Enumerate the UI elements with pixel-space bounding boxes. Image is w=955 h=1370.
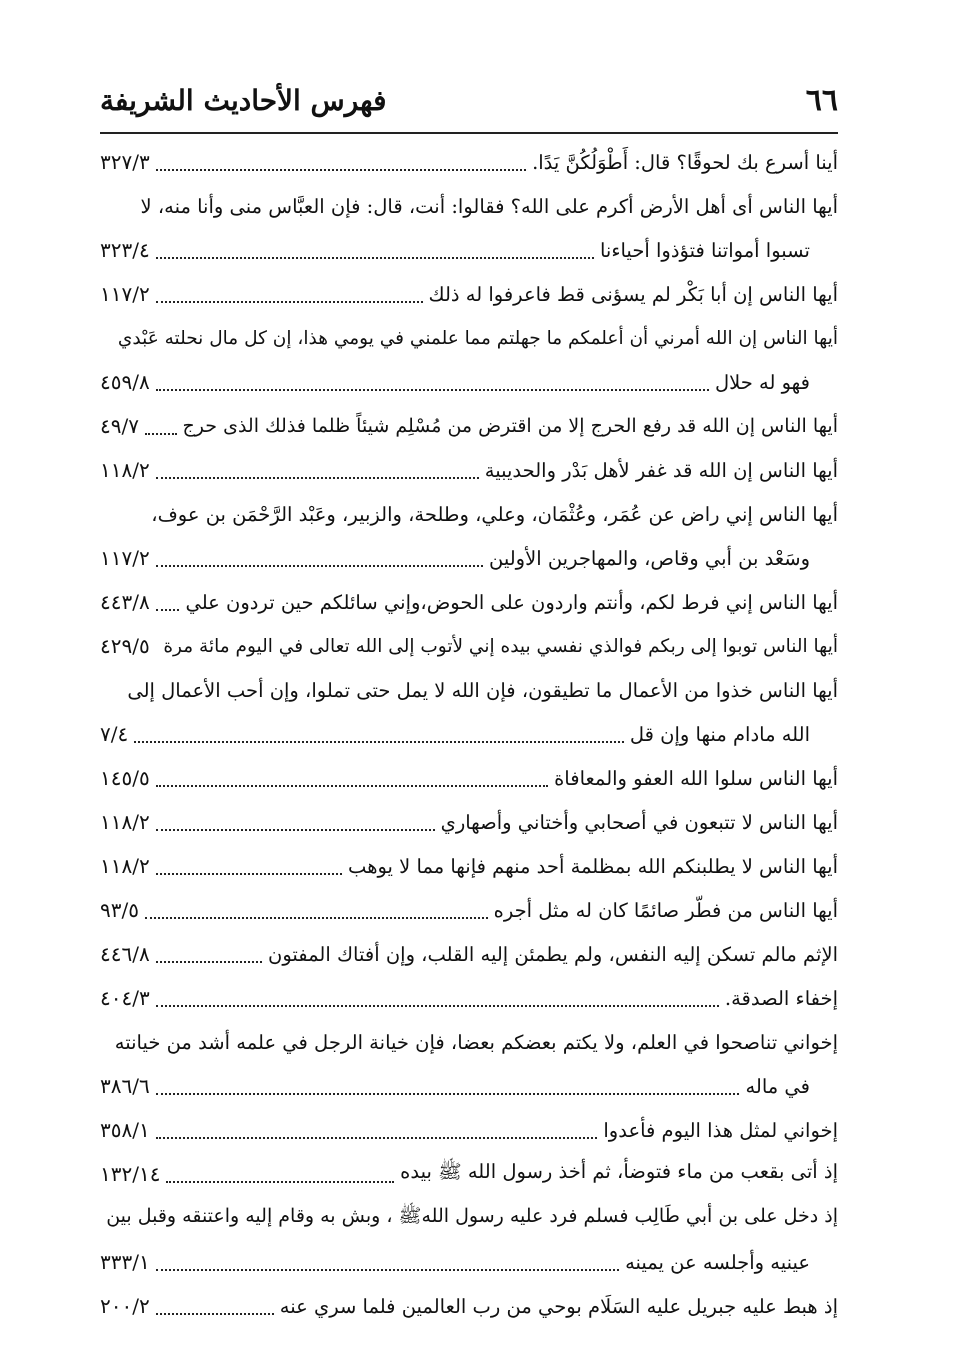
- entry-continuation: في ماله: [745, 1074, 810, 1098]
- leader-dots: [156, 1313, 274, 1315]
- index-entry: [100, 624, 838, 668]
- entry-reference: ٢٠٠/٢: [100, 1294, 150, 1318]
- hadith-index-list: [100, 140, 838, 1328]
- entry-text: إذ أتى بقعب من ماء فتوضأ، ثم أخذ رسول الله ﷺ بيده: [400, 1160, 838, 1183]
- page-number: ٦٦: [805, 82, 838, 118]
- entry-reference: ٤٤٣/٨: [100, 590, 150, 614]
- entry-continuation: الله مادام منها وإن قل: [629, 722, 810, 746]
- entry-reference: ١١٧/٢: [100, 546, 150, 570]
- leader-dots: [166, 1181, 394, 1183]
- index-entry: [100, 976, 838, 1020]
- leader-dots: [156, 829, 435, 831]
- entry-text: إذ دخل على بن أبي طَالِب فسلم فرد عليه رسول اللهﷺ ، وبش به وقام إليه واعتنقه وقبل بين: [106, 1205, 838, 1227]
- leader-dots: [134, 741, 624, 743]
- leader-dots: [156, 1137, 598, 1139]
- index-entry: [100, 844, 838, 888]
- entry-continuation: فهو له حلال: [714, 370, 810, 394]
- index-entry: [100, 1020, 838, 1108]
- entry-text: أيها الناس لا يطلبنكم الله بمظلمة أحد منهم فإنها مما لا يوهب: [348, 854, 838, 878]
- entry-reference: ٣٨٦/٦: [100, 1074, 150, 1098]
- index-entry: [100, 1196, 838, 1284]
- entry-reference: ١١٨/٢: [100, 810, 150, 834]
- entry-reference: ٩٣/٥: [100, 898, 139, 922]
- entry-reference: ٤٠٤/٣: [100, 986, 150, 1010]
- index-entry: [100, 668, 838, 756]
- entry-text: الإثم مالم تسكن إليه النفس، ولم يطمئن إليه القلب، وإن أفتاك المفتون: [268, 942, 838, 966]
- leader-dots: [156, 873, 342, 875]
- entry-reference: ٣٣٣/١: [100, 1250, 150, 1274]
- leader-dots: [156, 169, 526, 171]
- index-entry: [100, 448, 838, 492]
- entry-reference: ٧/٤: [100, 722, 129, 746]
- entry-text: أيها الناس إن الله أمرني أن أعلمكم ما جهلتم مما علمني في يومي هذا، إن كل مال نحلته عَبْدي: [117, 327, 838, 349]
- index-entry: [100, 492, 838, 580]
- entry-text: أينا أسرع بك لحوقًا؟ قال: أَطْوَلُكُنَّ يَدًا.: [532, 150, 838, 174]
- entry-reference: ١١٨/٢: [100, 458, 150, 482]
- entry-reference: ٤٢٩/٥: [100, 634, 150, 658]
- entry-continuation: عينيه وأجلسه عن يمينه: [625, 1250, 810, 1274]
- entry-text: أيها الناس إن أبا بَكْر لم يسؤنى قط فاعرفوا له ذلك: [428, 282, 838, 306]
- page-title: فهرس الأحاديث الشريفة: [100, 83, 387, 117]
- entry-text: إخفاء الصدقة.: [724, 986, 838, 1010]
- entry-reference: ٣٢٣/٤: [100, 238, 150, 262]
- entry-reference: ٤٤٦/٨: [100, 942, 150, 966]
- leader-dots: [156, 301, 423, 303]
- index-entry: [100, 1152, 838, 1196]
- index-entry: [100, 272, 838, 316]
- leader-dots: [156, 1269, 619, 1271]
- entry-text: أيها الناس أى أهل الأرض أكرم على الله؟ فقالوا: أنت، قال: فإن العبَّاس منى وأنا منه، لا: [140, 194, 838, 218]
- entry-reference: ١٤٥/٥: [100, 766, 150, 790]
- leader-dots: [156, 961, 262, 963]
- leader-dots: [156, 257, 594, 259]
- entry-reference: ١٣٢/١٤: [100, 1162, 161, 1186]
- leader-dots: [156, 609, 180, 611]
- entry-continuation: وسَعْد بن أبي وقاص، والمهاجرين الأولين: [489, 546, 810, 570]
- entry-text: أيها الناس إن الله قد رفع الحرج إلا من اقترض من مُسْلِم شيئاً ظلما فذلك الذى حرج: [182, 415, 838, 437]
- entry-text: إذ هبط عليه جبريل عليه السَلَام بوحي من رب العالمين فلما سري عنه: [279, 1294, 838, 1318]
- leader-dots: [145, 433, 177, 435]
- index-entry: [100, 756, 838, 800]
- entry-text: أيها الناس سلوا الله العفو والمعافاة: [554, 766, 838, 790]
- entry-reference: ٤٥٩/٨: [100, 370, 150, 394]
- index-entry: [100, 800, 838, 844]
- leader-dots: [156, 1005, 719, 1007]
- index-entry: [100, 184, 838, 272]
- index-entry: [100, 404, 838, 448]
- entry-text: أيها الناس من فطّر صائمًا كان له مثل أجره: [493, 898, 838, 922]
- header-divider: [100, 132, 838, 134]
- entry-reference: ١١٧/٢: [100, 282, 150, 306]
- leader-dots: [145, 917, 488, 919]
- leader-dots: [156, 785, 548, 787]
- index-entry: [100, 1108, 838, 1152]
- leader-dots: [156, 389, 709, 391]
- entry-text: أيها الناس إني فرط لكم، وأنتم واردون على الحوض،وإني سائلكم حين تردون علي: [185, 590, 838, 614]
- entry-text: أيها الناس إن الله قد غفر لأهل بَدْر والحديبية: [484, 458, 838, 482]
- entry-reference: ٤٩/٧: [100, 414, 139, 438]
- page-header: [100, 70, 838, 130]
- entry-reference: ١١٨/٢: [100, 854, 150, 878]
- leader-dots: [156, 565, 483, 567]
- entry-text: أيها الناس خذوا من الأعمال ما تطيقون، فإن الله لا يمل حتى تملوا، وإن أحب الأعمال إلى: [127, 678, 838, 702]
- index-entry: [100, 316, 838, 404]
- entry-reference: ٣٢٧/٣: [100, 150, 150, 174]
- entry-text: أيها الناس لا تتبعون في أصحابي وأختاني وأصهاري: [440, 810, 838, 834]
- entry-text: أيها الناس توبوا إلى ربكم فوالذي نفسي بيده إني لأتوب إلى الله تعالى في اليوم مائة مرة: [163, 635, 838, 657]
- index-entry: [100, 580, 838, 624]
- leader-dots: [156, 477, 479, 479]
- index-entry: [100, 1284, 838, 1328]
- entry-text: أيها الناس إني راض عن عُمَر، وعُثْمَان، وعلي، وطلحة، والزبير، وعَبْد الرَّحْمَن بن عوف،: [151, 502, 838, 526]
- index-entry: [100, 140, 838, 184]
- index-entry: [100, 932, 838, 976]
- entry-text: إخواني لمثل هذا اليوم فأعدوا: [603, 1118, 838, 1142]
- index-entry: [100, 888, 838, 932]
- leader-dots: [156, 1093, 740, 1095]
- entry-continuation: تسبوا أمواتنا فتؤذوا أحياءنا: [599, 238, 810, 262]
- entry-reference: ٣٥٨/١: [100, 1118, 150, 1142]
- entry-text: إخواني تناصحوا في العلم، ولا يكتم بعضكم بعضا، فإن خيانة الرجل في علمه أشد من خيانته: [114, 1030, 838, 1054]
